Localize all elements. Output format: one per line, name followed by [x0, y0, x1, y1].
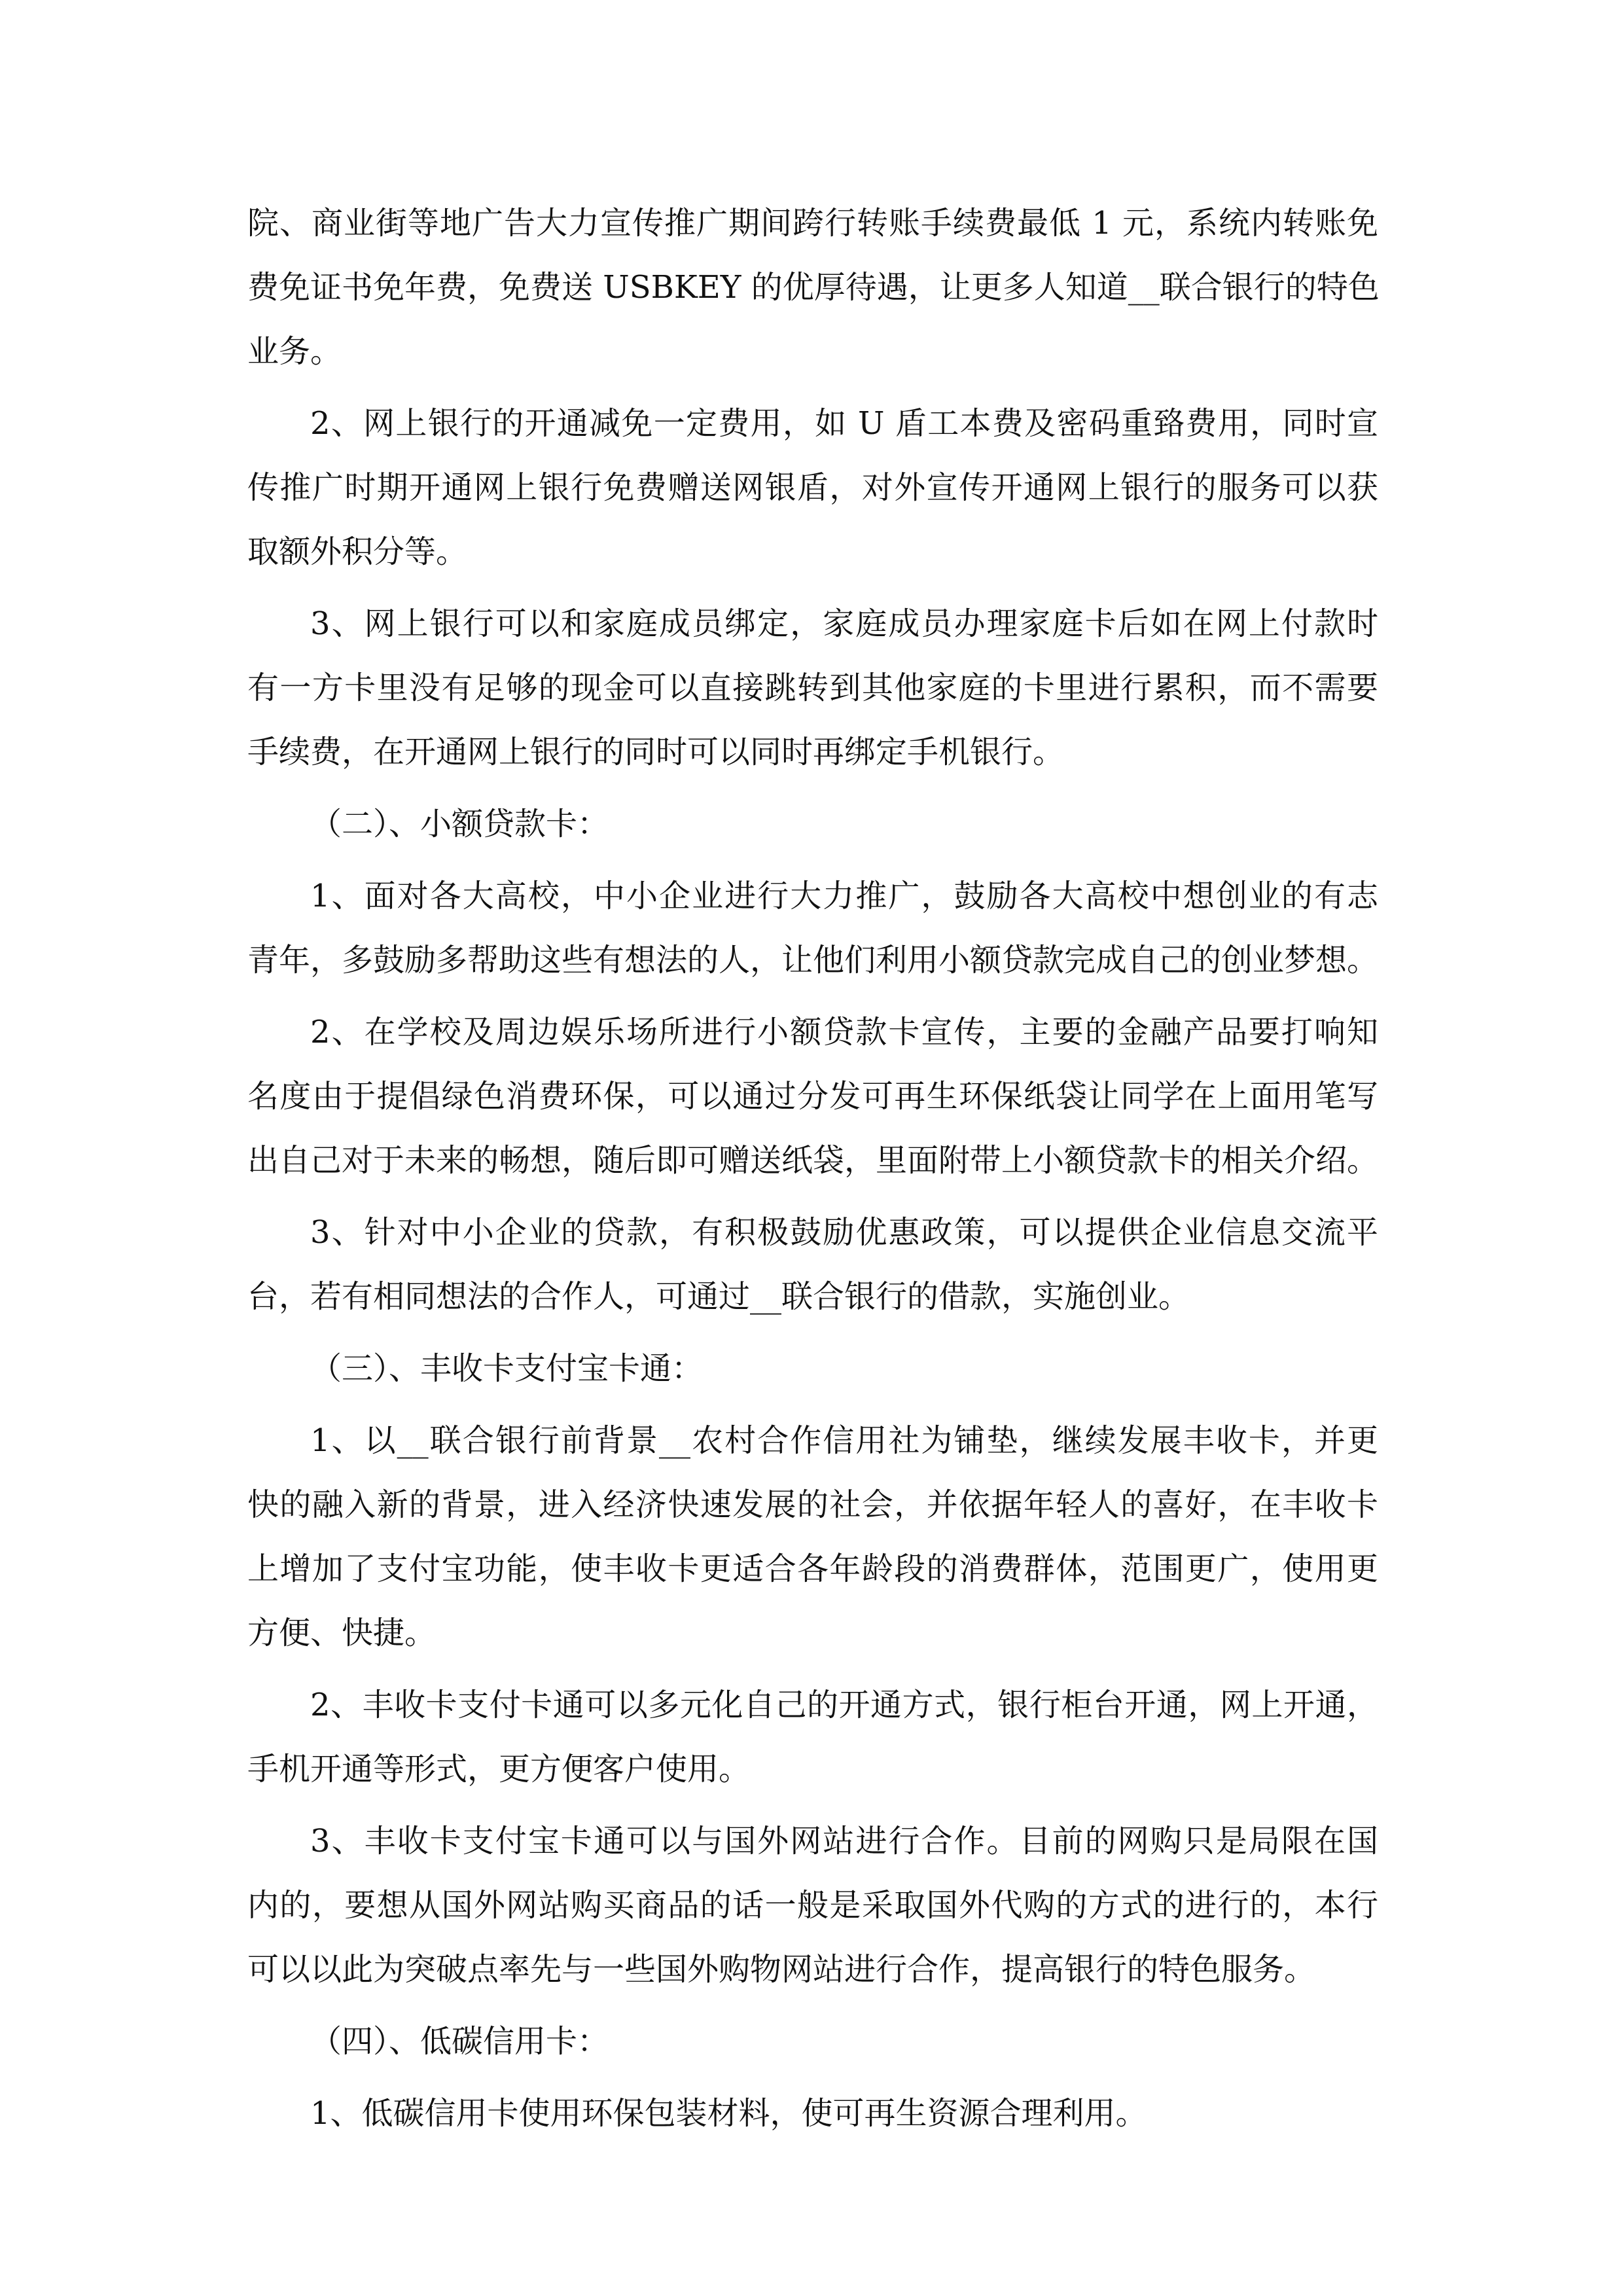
heading-line: （三）、丰收卡支付宝卡通：: [310, 1350, 704, 1387]
paragraph-low-carbon-packaging: [247, 2081, 1378, 2145]
paragraph-online-banking-fee: [247, 391, 1378, 584]
text-line: 1、低碳信用卡使用环保包装材料，使可再生资源合理利用。: [310, 2095, 1147, 2132]
text-line: 青年，多鼓励多帮助这些有想法的人，让他们利用小额贷款完成自己的创业梦想。: [247, 942, 1379, 978]
text-line: 可以以此为突破点率先与一些国外购物网站进行合作，提高银行的特色服务。: [247, 1951, 1316, 1988]
paragraph-microloan-universities: [247, 864, 1378, 992]
text-line: 费免证书免年费，免费送 USBKEY 的优厚待遇，让更多人知道__联合银行的特色: [247, 269, 1380, 306]
section-heading-fengshou-alipay-card: [247, 1336, 1378, 1401]
paragraph-family-binding: [247, 592, 1378, 784]
text-line: 台，若有相同想法的合作人，可通过__联合银行的借款，实施创业。: [247, 1278, 1190, 1315]
text-line: 名度由于提倡绿色消费环保，可以通过分发可再生环保纸袋让同学在上面用笔写: [247, 1078, 1378, 1115]
text-line: 1、面对各大高校，中小企业进行大力推广，鼓励各大高校中想创业的有志: [310, 878, 1378, 914]
text-line: 1、以__联合银行前背景__农村合作信用社为铺垫，继续发展丰收卡，并更: [310, 1422, 1378, 1459]
text-line: 业务。: [247, 333, 342, 370]
text-line: 方便、快捷。: [247, 1615, 437, 1651]
text-line: 3、丰收卡支付宝卡通可以与国外网站进行合作。目前的网购只是局限在国: [310, 1823, 1378, 1859]
section-heading-low-carbon-card: [247, 2009, 1378, 2073]
paragraph-fengshou-activation: [247, 1673, 1378, 1801]
text-line: 上增加了支付宝功能，使丰收卡更适合各年龄段的消费群体，范围更广，使用更: [247, 1551, 1378, 1587]
text-line: 2、在学校及周边娱乐场所进行小额贷款卡宣传，主要的金融产品要打响知: [310, 1014, 1378, 1050]
heading-line: （四）、低碳信用卡：: [310, 2023, 609, 2060]
paragraph-microloan-promotion: [247, 1000, 1378, 1193]
text-line: 传推广时期开通网上银行免费赠送网银盾，对外宣传开通网上银行的服务可以获: [247, 469, 1378, 506]
text-line: 内的，要想从国外网站购买商品的话一般是采取国外代购的方式的进行的，本行: [247, 1887, 1378, 1924]
document-body: [247, 191, 1378, 2153]
paragraph-fengshou-background: [247, 1408, 1378, 1665]
text-line: 有一方卡里没有足够的现金可以直接跳转到其他家庭的卡里进行累积，而不需要: [247, 670, 1378, 706]
text-line: 2、网上银行的开通减免一定费用，如 U 盾工本费及密码重臵费用，同时宣: [310, 405, 1378, 442]
paragraph-fengshou-foreign-sites: [247, 1809, 1378, 2001]
heading-line: （二）、小额贷款卡：: [310, 806, 609, 842]
text-line: 3、针对中小企业的贷款，有积极鼓励优惠政策，可以提供企业信息交流平: [310, 1214, 1378, 1251]
section-heading-microloan-card: [247, 792, 1378, 856]
text-line: 出自己对于未来的畅想，随后即可赠送纸袋，里面附带上小额贷款卡的相关介绍。: [247, 1142, 1379, 1179]
text-line: 快的融入新的背景，进入经济快速发展的社会，并依据年轻人的喜好，在丰收卡: [247, 1486, 1378, 1523]
text-line: 3、网上银行可以和家庭成员绑定，家庭成员办理家庭卡后如在网上付款时: [310, 605, 1378, 642]
paragraph-sme-loans: [247, 1200, 1378, 1329]
text-line: 2、丰收卡支付卡通可以多元化自己的开通方式，银行柜台开通，网上开通，: [310, 1687, 1378, 1723]
text-line: 手续费，在开通网上银行的同时可以同时再绑定手机银行。: [247, 734, 1065, 770]
text-line: 取额外积分等。: [247, 533, 468, 570]
text-line: 院、商业街等地广告大力宣传推广期间跨行转账手续费最低 1 元，系统内转账免: [247, 205, 1378, 242]
paragraph-continuation: [247, 191, 1378, 384]
text-line: 手机开通等形式，更方便客户使用。: [247, 1751, 751, 1787]
